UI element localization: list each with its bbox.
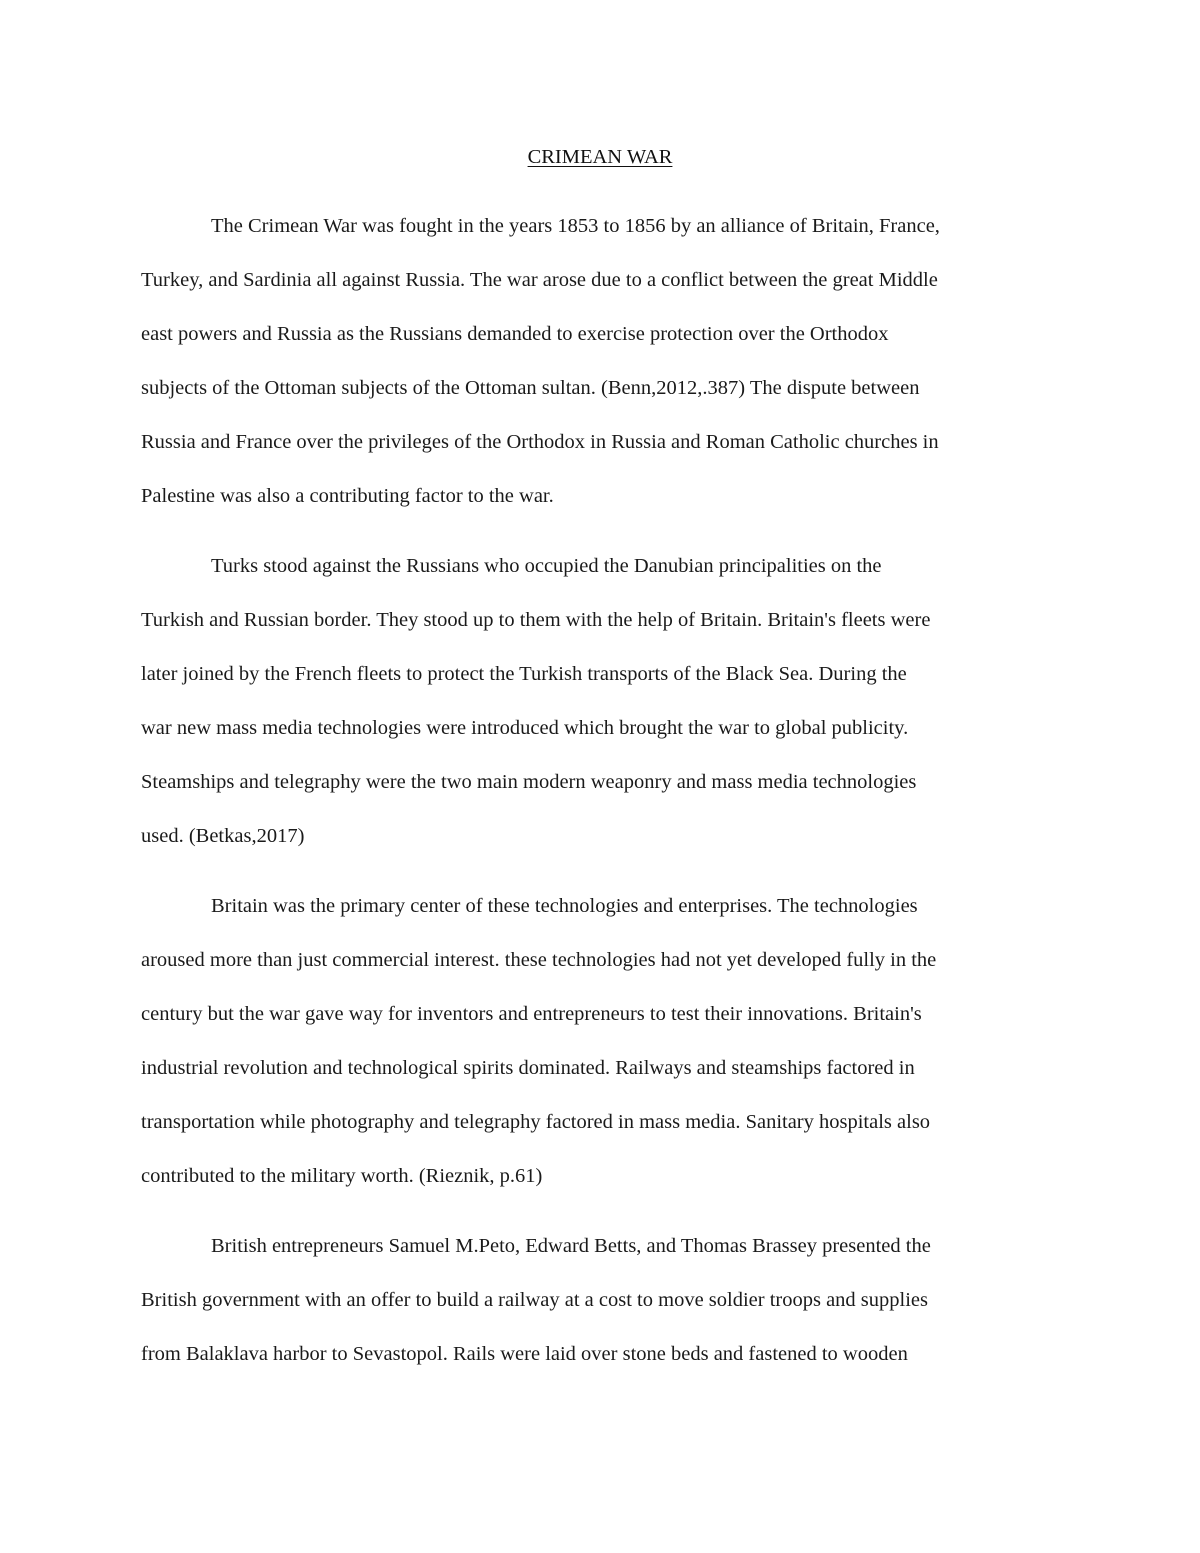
- paragraph-1-line-4: subjects of the Ottoman subjects of the Ottoman sultan. (Benn,2012,.387) The dispute between: [141, 377, 920, 399]
- paragraph-4-line-1: British entrepreneurs Samuel M.Peto, Edward Betts, and Thomas Brassey presented the: [211, 1235, 931, 1257]
- paragraph-1-line-5: Russia and France over the privileges of the Orthodox in Russia and Roman Catholic churches in: [141, 431, 939, 453]
- paragraph-2-line-3: later joined by the French fleets to protect the Turkish transports of the Black Sea. During the: [141, 663, 907, 685]
- document-title: CRIMEAN WAR: [527, 146, 673, 168]
- paragraph-2-line-1: Turks stood against the Russians who occupied the Danubian principalities on the: [211, 555, 882, 577]
- paragraph-4-line-2: British government with an offer to build a railway at a cost to move soldier troops and supplies: [141, 1289, 929, 1311]
- paragraph-1-line-2: Turkey, and Sardinia all against Russia. The war arose due to a conflict between the great Middle: [141, 269, 938, 291]
- paragraph-3-line-6: contributed to the military worth. (Rieznik, p.61): [141, 1165, 543, 1187]
- paragraph-3-line-5: transportation while photography and telegraphy factored in mass media. Sanitary hospitals also: [141, 1111, 931, 1133]
- paragraph-2-line-6: used. (Betkas,2017): [141, 825, 305, 847]
- paragraph-2-line-2: Turkish and Russian border. They stood up to them with the help of Britain. Britain's fleets were: [141, 609, 931, 631]
- paragraph-2-line-5: Steamships and telegraphy were the two main modern weaponry and mass media technologies: [141, 771, 917, 793]
- paragraph-3-line-3: century but the war gave way for inventors and entrepreneurs to test their innovations. Britain's: [141, 1003, 922, 1025]
- paragraph-3-line-4: industrial revolution and technological spirits dominated. Railways and steamships factored in: [141, 1057, 915, 1079]
- paragraph-3-line-1: Britain was the primary center of these technologies and enterprises. The technologies: [211, 895, 918, 917]
- paragraph-2-line-4: war new mass media technologies were introduced which brought the war to global publicity.: [141, 717, 909, 739]
- paragraph-3-line-2: aroused more than just commercial interest. these technologies had not yet developed fully in the: [141, 949, 937, 971]
- paragraph-1-line-3: east powers and Russia as the Russians demanded to exercise protection over the Orthodox: [141, 323, 889, 345]
- paragraph-1-line-1: The Crimean War was fought in the years 1853 to 1856 by an alliance of Britain, France,: [211, 215, 940, 237]
- paragraph-1-line-6: Palestine was also a contributing factor to the war.: [141, 485, 554, 507]
- paragraph-4-line-3: from Balaklava harbor to Sevastopol. Rails were laid over stone beds and fastened to wooden: [141, 1343, 908, 1365]
